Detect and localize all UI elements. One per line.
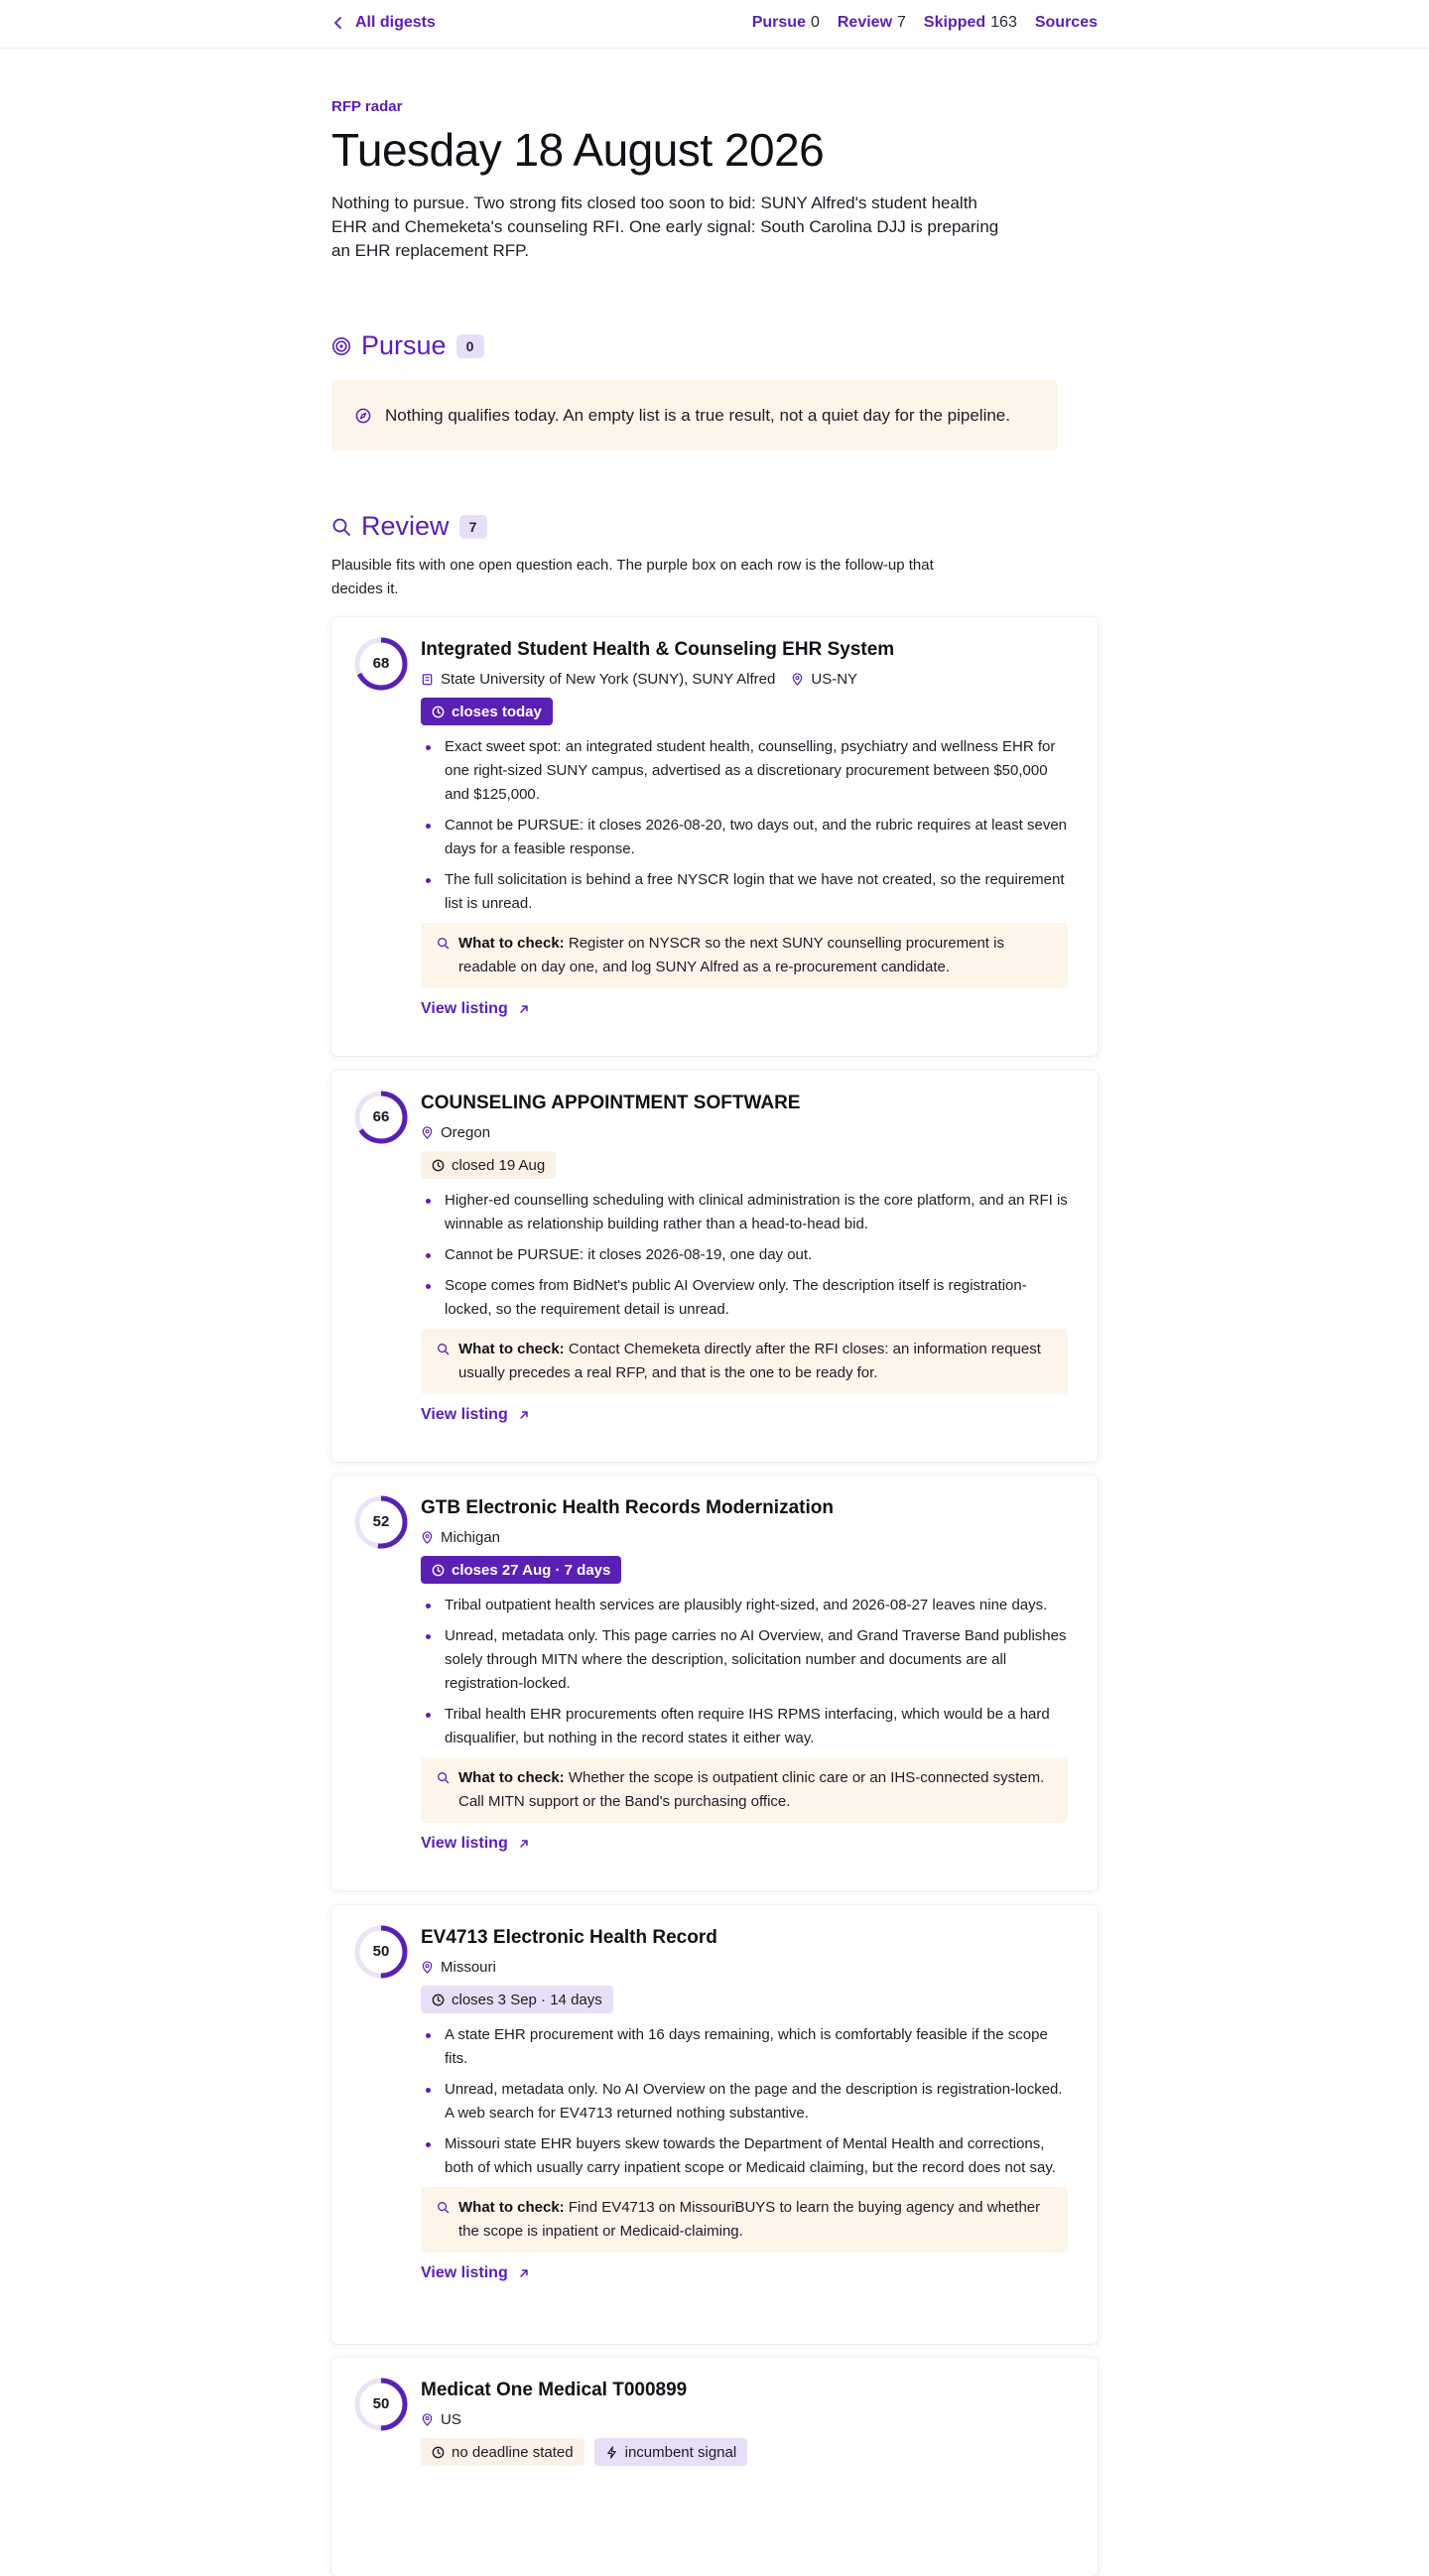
review-heading	[331, 511, 487, 542]
score-ring	[353, 1494, 409, 1550]
card-meta	[421, 1529, 1068, 1546]
bullet-item: Missouri state EHR buyers skew towards the Department of Mental Health and corrections, both of which usually carry inpatient scope or Medicaid claiming, but the record does not say.	[421, 2132, 1068, 2180]
location-meta	[421, 1124, 490, 1141]
compass-icon	[355, 408, 371, 424]
check-label: What to check:	[458, 1769, 565, 1786]
card-body	[421, 1905, 1068, 2282]
card-bullets	[421, 1189, 1068, 1322]
score-ring	[353, 636, 409, 692]
map-pin-icon	[421, 2413, 434, 2426]
card-chips	[421, 1556, 1068, 1584]
clock-icon	[432, 1564, 445, 1577]
review-intro: Plausible fits with one open question each. The purple box on each row is the follow-up that decides it.	[331, 557, 934, 597]
pursue-heading	[331, 330, 484, 361]
deadline-chip	[421, 2438, 585, 2466]
clock-icon	[432, 1159, 445, 1172]
score-ring	[353, 2377, 409, 2432]
card-bullets	[421, 2023, 1068, 2180]
card-title[interactable]: Medicat One Medical T000899	[421, 2380, 688, 2400]
card-meta	[421, 1124, 1068, 1141]
map-pin-icon	[421, 1126, 434, 1139]
card-bullets	[421, 735, 1068, 916]
location-meta	[421, 2411, 461, 2428]
digest-summary: Nothing to pursue. Two strong fits closed too soon to bid: SUNY Alfred's student health EHR and Chemeketa's counseling RFI. One early signal: South Carolina DJJ is preparing an EHR replacement RFP.	[331, 193, 999, 260]
score-ring	[353, 1090, 409, 1145]
chip-label: closes 27 Aug · 7 days	[452, 1561, 611, 1579]
view-listing-link[interactable]	[421, 1835, 530, 1853]
clock-icon	[432, 2446, 445, 2459]
bullet-item: Unread, metadata only. This page carries no AI Overview, and Grand Traverse Band publishes solely through MITN where the description, solicitation number and documents are all registration-locked.	[421, 1624, 1068, 1696]
chip-label: closed 19 Aug	[452, 1156, 546, 1174]
eyebrow: RFP radar	[331, 98, 403, 115]
location-name: Oregon	[441, 1124, 491, 1141]
card-chips	[421, 2438, 1068, 2466]
review-card	[331, 1071, 1098, 1462]
bullet-item: Exact sweet spot: an integrated student health, counselling, psychiatry and wellness EHR for one right-sized SUNY campus, advertised as a discretionary procurement between $50,000 and $125,000.	[421, 735, 1068, 807]
bullet-item: The full solicitation is behind a free NYSCR login that we have not created, so the requirement list is unread.	[421, 868, 1068, 916]
view-listing-link[interactable]	[421, 2264, 530, 2282]
bullet-item: Cannot be PURSUE: it closes 2026-08-20, two days out, and the rubric requires at least seven days for a feasible response.	[421, 814, 1068, 861]
check-label: What to check:	[458, 2199, 565, 2216]
review-card	[331, 1476, 1098, 1890]
check-text: Whether the scope is outpatient clinic care or an IHS-connected system. Call MITN support or the Band's purchasing office.	[458, 1769, 1045, 1810]
what-to-check-box	[421, 923, 1068, 988]
map-pin-icon	[421, 1531, 434, 1544]
score-value: 50	[372, 2395, 390, 2412]
view-listing-label: View listing	[421, 1406, 508, 1423]
deadline-chip	[594, 2438, 748, 2466]
what-to-check-box	[421, 1329, 1068, 1394]
check-label: What to check:	[458, 1341, 565, 1357]
location-name: Michigan	[441, 1529, 501, 1546]
top-bar	[0, 0, 1429, 49]
card-title[interactable]: Integrated Student Health & Counseling EHR System	[421, 639, 895, 660]
nav-sources-label: Sources	[1034, 14, 1098, 31]
card-body	[421, 1071, 1068, 1424]
bullet-item: Higher-ed counselling scheduling with clinical administration is the core platform, and an RFI is winnable as relationship building rather than a head-to-head bid.	[421, 1189, 1068, 1236]
pursue-title: Pursue	[361, 330, 447, 360]
location-name: US	[441, 2411, 461, 2428]
building-icon	[421, 673, 434, 686]
clock-icon	[432, 706, 445, 718]
location-name: US-NY	[811, 671, 858, 688]
card-title[interactable]: EV4713 Electronic Health Record	[421, 1927, 717, 1948]
bolt-icon	[605, 2446, 618, 2459]
score-value: 52	[372, 1513, 390, 1530]
search-icon	[437, 937, 450, 950]
nav-skipped-label: Skipped	[923, 14, 986, 31]
check-text: Find EV4713 on MissouriBUYS to learn the buying agency and whether the scope is inpatient or Medicaid-claiming.	[458, 2199, 1041, 2240]
deadline-chip	[421, 698, 553, 725]
card-meta	[421, 671, 1068, 688]
target-icon	[331, 336, 351, 356]
card-body	[421, 1476, 1068, 1853]
arrow-up-right-icon	[518, 1409, 530, 1421]
card-body	[421, 617, 1068, 1018]
review-card	[331, 617, 1098, 1056]
score-ring	[353, 1924, 409, 1980]
bullet-item: Unread, metadata only. No AI Overview on the page and the description is registration-locked. A web search for EV4713 returned nothing substantive.	[421, 2078, 1068, 2125]
card-title[interactable]: COUNSELING APPOINTMENT SOFTWARE	[421, 1093, 801, 1113]
search-icon	[331, 517, 351, 537]
nav-sources[interactable]	[1035, 14, 1098, 32]
bullet-item: Cannot be PURSUE: it closes 2026-08-19, one day out.	[421, 1243, 1068, 1267]
map-pin-icon	[791, 673, 804, 686]
review-card	[331, 1905, 1098, 2344]
view-listing-label: View listing	[421, 1835, 508, 1852]
card-body	[421, 2358, 1068, 2466]
nav-skipped[interactable]	[924, 14, 1017, 32]
nav-pursue[interactable]	[752, 14, 820, 32]
pursue-empty-state	[331, 380, 1058, 451]
nav-review[interactable]	[838, 14, 906, 32]
what-to-check-box	[421, 2187, 1068, 2253]
arrow-up-right-icon	[518, 1838, 530, 1850]
card-bullets	[421, 1594, 1068, 1750]
bullet-item: Scope comes from BidNet's public AI Overview only. The description itself is registration-locked, so the requirement detail is unread.	[421, 1274, 1068, 1322]
check-label: What to check:	[458, 935, 565, 952]
search-icon	[437, 1343, 450, 1355]
review-title: Review	[361, 511, 450, 541]
clock-icon	[432, 1994, 445, 2006]
location-meta	[421, 1959, 496, 1976]
nav-skipped-count: 163	[990, 14, 1017, 31]
search-icon	[437, 1771, 450, 1784]
deadline-chip	[421, 1556, 621, 1584]
card-meta	[421, 2411, 1068, 2428]
chip-label: closes today	[452, 703, 542, 720]
view-listing-link[interactable]	[421, 1000, 530, 1018]
pursue-count-badge: 0	[456, 334, 484, 358]
deadline-chip	[421, 1986, 613, 2013]
nav-pursue-label: Pursue	[751, 14, 806, 31]
chip-label: incumbent signal	[624, 2443, 737, 2461]
card-chips	[421, 1151, 1068, 1179]
org-name: State University of New York (SUNY), SUNY Alfred	[441, 671, 776, 688]
nav-review-count: 7	[897, 14, 906, 31]
score-value: 68	[372, 655, 390, 672]
page-title: Tuesday 18 August 2026	[331, 124, 825, 176]
bullet-item: Tribal health EHR procurements often require IHS RPMS interfacing, which would be a hard disqualifier, but nothing in the record states it either way.	[421, 1703, 1068, 1750]
location-meta	[791, 671, 857, 688]
review-count-badge: 7	[459, 515, 487, 539]
view-listing-label: View listing	[421, 1000, 508, 1017]
deadline-chip	[421, 1151, 556, 1179]
card-chips	[421, 1986, 1068, 2013]
top-nav	[752, 14, 1098, 32]
arrow-up-right-icon	[518, 2267, 530, 2279]
review-card	[331, 2358, 1098, 2576]
check-text: Register on NYSCR so the next SUNY counselling procurement is readable on day one, and log SUNY Alfred as a re-procurement candidate.	[458, 935, 1004, 975]
chip-label: closes 3 Sep · 14 days	[452, 1991, 602, 2008]
back-link[interactable]	[331, 14, 436, 32]
nav-review-label: Review	[837, 14, 893, 31]
score-value: 66	[372, 1108, 390, 1125]
bullet-item: Tribal outpatient health services are plausibly right-sized, and 2026-08-27 leaves nine days.	[421, 1594, 1068, 1617]
what-to-check-box	[421, 1757, 1068, 1823]
nav-pursue-count: 0	[810, 14, 820, 31]
back-link-label: All digests	[355, 14, 436, 31]
chip-label: no deadline stated	[452, 2443, 574, 2461]
location-meta	[421, 1529, 500, 1546]
card-chips	[421, 698, 1068, 725]
card-meta	[421, 1959, 1068, 1976]
location-name: Missouri	[441, 1959, 496, 1976]
map-pin-icon	[421, 1961, 434, 1974]
bullet-item: A state EHR procurement with 16 days remaining, which is comfortably feasible if the scope fits.	[421, 2023, 1068, 2071]
view-listing-link[interactable]	[421, 1406, 530, 1424]
arrow-up-right-icon	[518, 1003, 530, 1015]
search-icon	[437, 2201, 450, 2214]
org-meta	[421, 671, 775, 688]
score-value: 50	[372, 1943, 390, 1960]
pursue-empty-text: Nothing qualifies today. An empty list is a true result, not a quiet day for the pipeline.	[385, 405, 1010, 425]
check-text: Contact Chemeketa directly after the RFI closes: an information request usually precedes a real RFP, and that is the one to be ready for.	[458, 1341, 1041, 1381]
card-title[interactable]: GTB Electronic Health Records Modernization	[421, 1497, 834, 1518]
chevron-left-icon	[331, 16, 345, 30]
view-listing-label: View listing	[421, 2264, 508, 2281]
